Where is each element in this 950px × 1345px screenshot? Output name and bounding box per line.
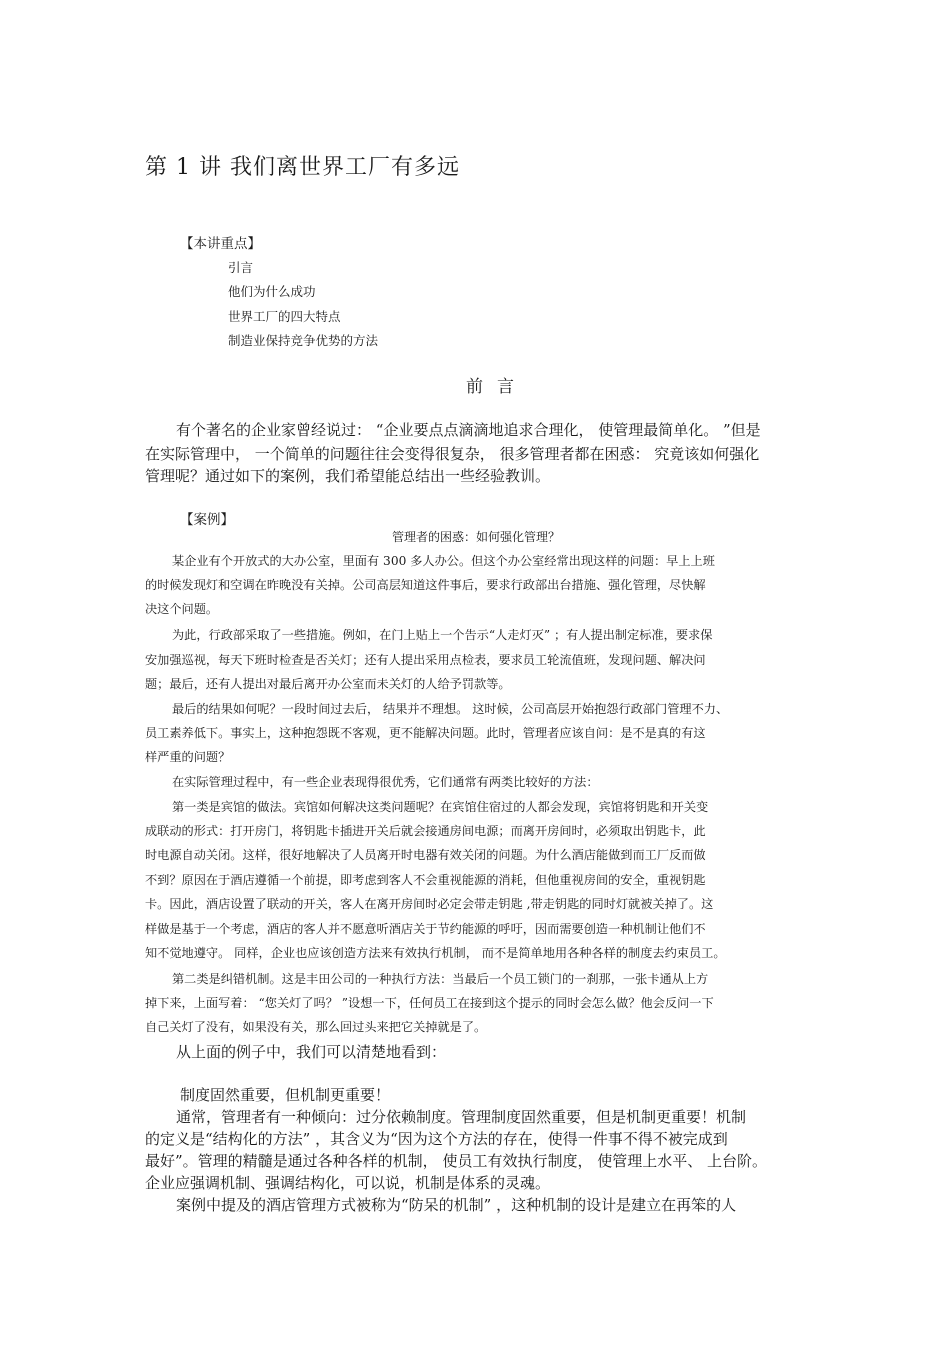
case-line: 掉下来，上面写着： “您关灯了吗？ ”设想一下，任何员工在接到这个提示的同时会怎么做？他会反问一下 — [145, 996, 714, 1010]
case-line: 在实际管理过程中，有一些企业表现得很优秀，它们通常有两类比较好的方法： — [172, 775, 599, 789]
case-line: 卡。因此，酒店设置了联动的开关，客人在离开房间时必定会带走钥匙 ,带走钥匙的同时灯就被关掉了。这 — [145, 897, 714, 911]
case-line: 自己关灯了没有，如果没有关，那么回过头来把它关掉就是了。 — [145, 1020, 487, 1034]
case-line: 最后的结果如何呢？一段时间过去后， 结果并不理想。 这时候，公司高层开始抱怨行政部门管理不力、 — [172, 702, 729, 716]
case-line: 第一类是宾馆的做法。宾馆如何解决这类问题呢？在宾馆住宿过的人都会发现，宾馆将钥匙和开关变 — [172, 800, 709, 814]
conclusion-line: 从上面的例子中，我们可以清楚地看到： — [176, 1043, 447, 1061]
conclusion-line: 企业应强调机制、强调结构化，可以说，机制是体系的灵魂。 — [145, 1174, 551, 1192]
case-line: 样严重的问题？ — [145, 750, 231, 764]
preface-line: 在实际管理中， 一个简单的问题往往会变得很复杂， 很多管理者都在困惑： 究竟该如何强化 — [145, 445, 760, 463]
key-point-item: 制造业保持竞争优势的方法 — [228, 333, 379, 348]
preface-line: 有个著名的企业家曾经说过： “企业要点点滴滴地追求合理化， 使管理最简单化。 ”但是 — [176, 421, 761, 439]
case-line: 为此，行政部采取了一些措施。例如，在门上贴上一个告示“人走灯灭” ；有人提出制定标准，要求保 — [172, 628, 713, 642]
conclusion-line: 案例中提及的酒店管理方式被称为“防呆的机制” ，这种机制的设计是建立在再笨的人 — [176, 1196, 737, 1214]
conclusion-line: 的定义是“结构化的方法” ，其含义为“因为这个方法的存在，使得一件事不得不被完成到 — [145, 1130, 728, 1148]
case-line: 决这个问题。 — [145, 602, 219, 616]
case-line: 的时候发现灯和空调在昨晚没有关掉。公司高层知道这件事后，要求行政部出台措施、强化管理，尽快解 — [145, 578, 706, 592]
case-line: 成联动的形式：打开房门，将钥匙卡插进开关后就会接通房间电源；而离开房间时，必须取出钥匙卡，此 — [145, 824, 706, 838]
case-line: 第二类是纠错机制。这是丰田公司的一种执行方法：当最后一个员工锁门的一刹那，一张卡通从上方 — [172, 972, 709, 986]
key-point-item: 引言 — [228, 260, 254, 275]
case-line: 某企业有个开放式的大办公室，里面有 300 多人办公。但这个办公室经常出现这样的问题：早上上班 — [172, 554, 715, 568]
case-line: 安加强巡视，每天下班时检查是否关灯；还有人提出采用点检表，要求员工轮流值班，发现问题、解决问 — [145, 653, 706, 667]
key-point-item: 他们为什么成功 — [228, 284, 316, 299]
page-title: 第 1 讲 我们离世界工厂有多远 — [145, 155, 460, 180]
case-line: 员工素养低下。事实上，这种抱怨既不客观，更不能解决问题。此时，管理者应该自问：是不是真的有这 — [145, 726, 706, 740]
key-point-item: 世界工厂的四大特点 — [228, 309, 341, 324]
case-line: 时电源自动关闭。这样，很好地解决了人员离开时电器有效关闭的问题。为什么酒店能做到而工厂反而做 — [145, 848, 706, 862]
conclusion-line: 最好”。管理的精髓是通过各种各样的机制， 使员工有效执行制度， 使管理上水平、 上台阶。 — [145, 1152, 767, 1170]
preface-line: 管理呢？通过如下的案例，我们希望能总结出一些经验教训。 — [145, 467, 551, 485]
conclusion-highlight: 制度固然重要，但机制更重要！ — [180, 1086, 391, 1104]
case-line: 知不觉地遵守。 同样，企业也应该创造方法来有效执行机制， 而不是简单地用各种各样的制度去约束员工。 — [145, 946, 726, 960]
preface-heading: 前言 — [466, 377, 528, 397]
conclusion-line: 通常，管理者有一种倾向：过分依赖制度。管理制度固然重要，但是机制更重要！机制 — [176, 1108, 747, 1126]
key-points-heading: 【本讲重点】 — [180, 236, 261, 252]
case-line: 不到？原因在于酒店遵循一个前提，即考虑到客人不会重视能源的消耗，但他重视房间的安全，重视钥匙 — [145, 873, 706, 887]
case-line: 题；最后，还有人提出对最后离开办公室而未关灯的人给予罚款等。 — [145, 677, 511, 691]
case-heading: 【案例】 — [180, 512, 234, 528]
case-line: 样做是基于一个考虑，酒店的客人并不愿意听酒店关于节约能源的呼吁，因而需要创造一种机制让他们不 — [145, 922, 706, 936]
case-title: 管理者的困惑：如何强化管理？ — [392, 530, 561, 544]
